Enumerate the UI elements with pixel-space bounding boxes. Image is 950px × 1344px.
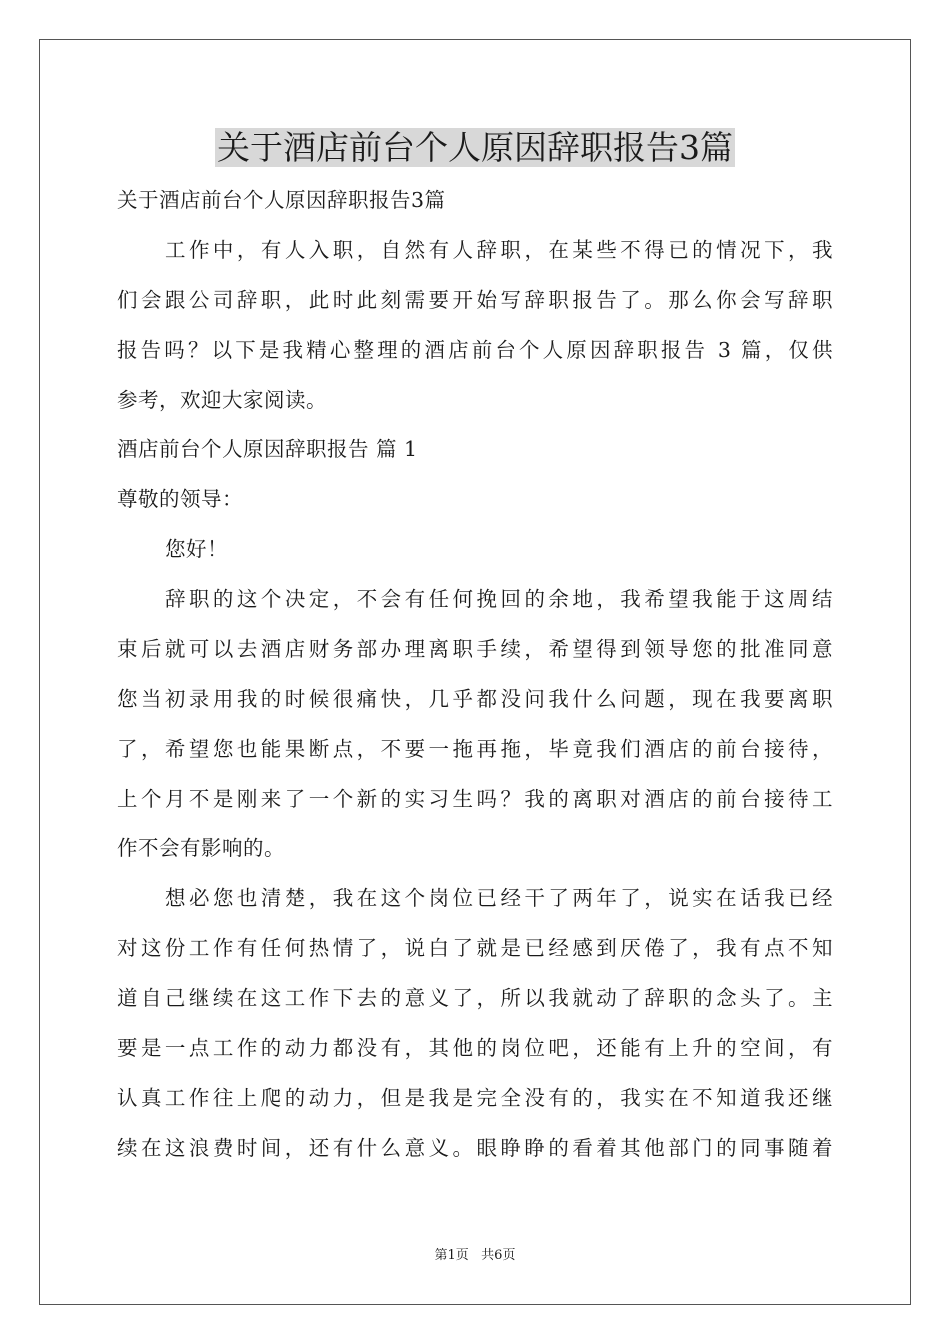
greeting: 您好！ xyxy=(165,537,228,561)
paragraph-line: 了，希望您也能果断点，不要一拖再拖，毕竟我们酒店的前台接待， xyxy=(117,737,833,761)
paragraph-line: 辞职的这个决定，不会有任何挽回的余地，我希望我能于这周结 xyxy=(165,587,833,611)
section-heading: 酒店前台个人原因辞职报告 篇 1 xyxy=(117,437,418,461)
document-title-text: 关于酒店前台个人原因辞职报告3篇 xyxy=(217,128,733,167)
paragraph-line: 要是一点工作的动力都没有，其他的岗位吧，还能有上升的空间，有 xyxy=(117,1036,833,1060)
paragraph-line: 您当初录用我的时候很痛快，几乎都没问我什么问题，现在我要离职 xyxy=(117,687,833,711)
paragraph-line: 作不会有影响的。 xyxy=(117,836,285,860)
document-title xyxy=(0,126,950,170)
paragraph-line: 上个月不是刚来了一个新的实习生吗？我的离职对酒店的前台接待工 xyxy=(117,787,833,811)
intro-line: 们会跟公司辞职，此时此刻需要开始写辞职报告了。那么你会写辞职 xyxy=(117,288,833,312)
subtitle: 关于酒店前台个人原因辞职报告3篇 xyxy=(117,188,446,212)
paragraph-line: 想必您也清楚，我在这个岗位已经干了两年了，说实在话我已经 xyxy=(165,886,833,910)
page-border xyxy=(39,39,911,1305)
intro-line: 报告吗？以下是我精心整理的酒店前台个人原因辞职报告 3 篇，仅供 xyxy=(117,338,833,362)
intro-line: 工作中，有人入职，自然有人辞职，在某些不得已的情况下，我 xyxy=(165,238,833,262)
page-footer: 第1页 共6页 xyxy=(434,1248,516,1263)
salutation: 尊敬的领导： xyxy=(117,487,243,511)
paragraph-line: 束后就可以去酒店财务部办理离职手续，希望得到领导您的批准同意 xyxy=(117,637,833,661)
paragraph-line: 认真工作往上爬的动力，但是我是完全没有的，我实在不知道我还继 xyxy=(117,1086,833,1110)
paragraph-line: 续在这浪费时间，还有什么意义。眼睁睁的看着其他部门的同事随着 xyxy=(117,1136,833,1160)
paragraph-line: 道自己继续在这工作下去的意义了，所以我就动了辞职的念头了。主 xyxy=(117,986,833,1010)
intro-line: 参考，欢迎大家阅读。 xyxy=(117,388,327,412)
paragraph-line: 对这份工作有任何热情了，说白了就是已经感到厌倦了，我有点不知 xyxy=(117,936,833,960)
